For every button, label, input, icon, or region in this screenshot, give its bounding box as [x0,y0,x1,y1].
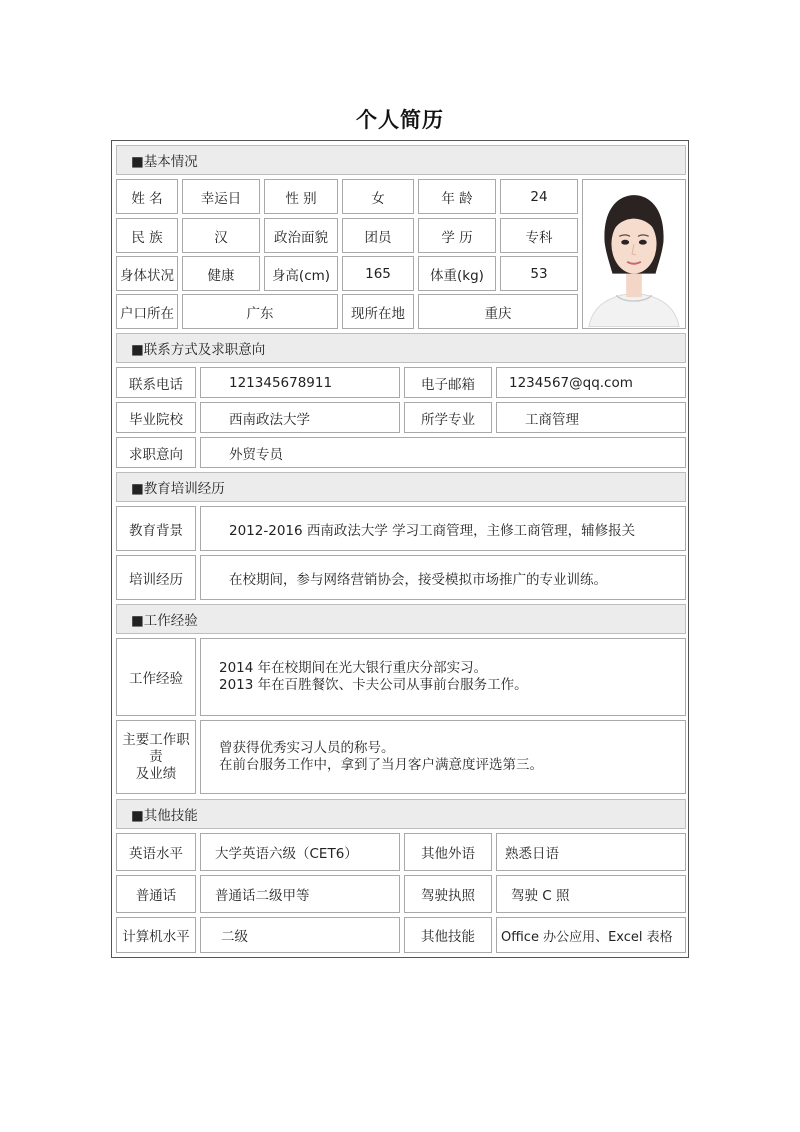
residence-label: 现所在地 [342,294,414,329]
training-label: 培训经历 [116,555,196,600]
section-header-work: ■工作经验 [116,604,686,634]
degree-label: 学 历 [418,218,496,253]
intent-value: 外贸专员 [200,437,686,468]
school-value: 西南政法大学 [200,402,400,433]
residence-value: 重庆 [418,294,578,329]
ethnicity-label: 民 族 [116,218,178,253]
other-skills-label: 其他技能 [404,917,492,953]
email-label: 电子邮箱 [404,367,492,398]
profile-photo [582,179,686,329]
other-skills-value: Office 办公应用、Excel 表格 [496,917,686,953]
computer-label: 计算机水平 [116,917,196,953]
phone-label: 联系电话 [116,367,196,398]
portrait-image [583,179,685,328]
computer-value: 二级 [200,917,400,953]
education-background-value: 2012-2016 西南政法大学 学习工商管理，主修工商管理，辅修报关 [200,506,686,551]
duties-line-1: 曾获得优秀实习人员的称号。 [219,740,395,756]
license-label: 驾驶执照 [404,875,492,913]
section-header-education: ■教育培训经历 [116,472,686,502]
english-value: 大学英语六级（CET6） [200,833,400,871]
duties-label-line-2: 及业绩 [135,765,177,782]
degree-value: 专科 [500,218,578,253]
health-value: 健康 [182,256,260,291]
gender-label: 性 别 [264,179,338,214]
work-experience-line-1: 2014 年在校期间在光大银行重庆分部实习。 [219,660,488,676]
mandarin-label: 普通话 [116,875,196,913]
email-value: 1234567@qq.com [496,367,686,398]
age-label: 年 龄 [418,179,496,214]
ethnicity-value: 汉 [182,218,260,253]
name-value: 幸运日 [182,179,260,214]
license-value: 驾驶 C 照 [496,875,686,913]
major-value: 工商管理 [496,402,686,433]
name-label: 姓 名 [116,179,178,214]
height-label: 身高(cm) [264,256,338,291]
weight-label: 体重(kg) [418,256,496,291]
hukou-label: 户口所在 [116,294,178,329]
major-label: 所学专业 [404,402,492,433]
training-value: 在校期间，参与网络营销协会，接受模拟市场推广的专业训练。 [200,555,686,600]
age-value: 24 [500,179,578,214]
duties-label-line-1: 主要工作职责 [122,731,190,765]
school-label: 毕业院校 [116,402,196,433]
duties-line-2: 在前台服务工作中，拿到了当月客户满意度评选第三。 [219,757,543,773]
mandarin-value: 普通话二级甲等 [200,875,400,913]
english-label: 英语水平 [116,833,196,871]
political-value: 团员 [342,218,414,253]
duties-label [116,720,196,794]
health-label: 身体状况 [116,256,178,291]
weight-value: 53 [500,256,578,291]
intent-label: 求职意向 [116,437,196,468]
political-label: 政治面貌 [264,218,338,253]
height-value: 165 [342,256,414,291]
work-experience-label: 工作经验 [116,638,196,716]
work-experience-line-2: 2013 年在百胜餐饮、卡夫公司从事前台服务工作。 [219,677,528,693]
gender-value: 女 [342,179,414,214]
duties-value [200,720,686,794]
resume-table [111,140,689,958]
section-header-basic: ■基本情况 [116,145,686,175]
section-header-skills: ■其他技能 [116,799,686,829]
other-language-value: 熟悉日语 [496,833,686,871]
section-header-contact: ■联系方式及求职意向 [116,333,686,363]
phone-value: 121345678911 [200,367,400,398]
page-title: 个人简历 [356,108,444,132]
education-background-label: 教育背景 [116,506,196,551]
work-experience-value [200,638,686,716]
hukou-value: 广东 [182,294,338,329]
other-language-label: 其他外语 [404,833,492,871]
